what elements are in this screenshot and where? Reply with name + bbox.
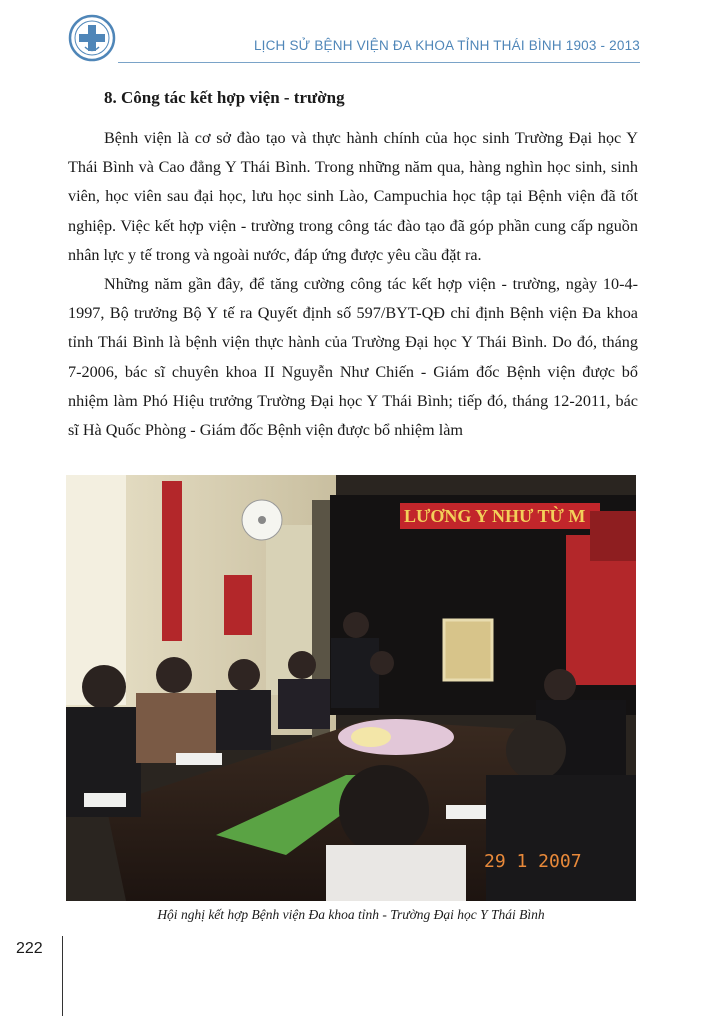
page-number: 222 [16, 940, 43, 957]
running-head: LỊCH SỬ BỆNH VIỆN ĐA KHOA TỈNH THÁI BÌNH 1903 - 2013 [253, 38, 640, 53]
paragraph: Bệnh viện là cơ sở đào tạo và thực hành chính của học sinh Trường Đại học Y Thái Bình và Cao đẳng Y Thái Bình. Trong những năm qua, hàng nghìn học sinh, sinh viên, học viên sau đại học, lưu học sinh Lào, Campuchia học tập tại Bệnh viện đã tốt nghiệp. Việc kết hợp viện - trường trong công tác đào tạo đã góp phần cung cấp nguồn nhân lực y tế trong và ngoài nước, đáp ứng được yêu cầu đặt ra. [68, 129, 638, 264]
header-divider [118, 62, 640, 63]
paragraph: Những năm gần đây, để tăng cường công tác kết hợp viện - trường, ngày 10-4-1997, Bộ trưởng Bộ Y tế ra Quyết định số 597/BYT-QĐ chỉ định Bệnh viện Đa khoa tỉnh Thái Bình là bệnh viện thực hành của Trường Đại học Y Thái Bình. Do đó, tháng 7-2006, bác sĩ chuyên khoa II Nguyễn Như Chiến - Giám đốc Bệnh viện được bổ nhiệm làm Phó Hiệu trưởng Trường Đại học Y Thái Bình; tiếp đó, tháng 12-2011, bác sĩ Hà Quốc Phòng - Giám đốc Bệnh viện được bổ nhiệm làm [68, 275, 638, 440]
page-header [0, 0, 720, 80]
photo-caption: Hội nghị kết hợp Bệnh viện Đa khoa tỉnh - Trường Đại học Y Thái Bình [157, 907, 545, 922]
hospital-cross-emblem-icon [68, 14, 116, 62]
banner-text: LƯƠNG Y NHƯ TỪ M [404, 506, 586, 526]
body-text [68, 124, 638, 445]
meeting-photo [66, 475, 636, 901]
meeting-photo-illustration [66, 475, 636, 901]
section-title: 8. Công tác kết hợp viện - trường [104, 88, 345, 107]
page-number-divider [62, 936, 63, 1016]
photo-date-stamp: 29 1 2007 [484, 851, 582, 872]
